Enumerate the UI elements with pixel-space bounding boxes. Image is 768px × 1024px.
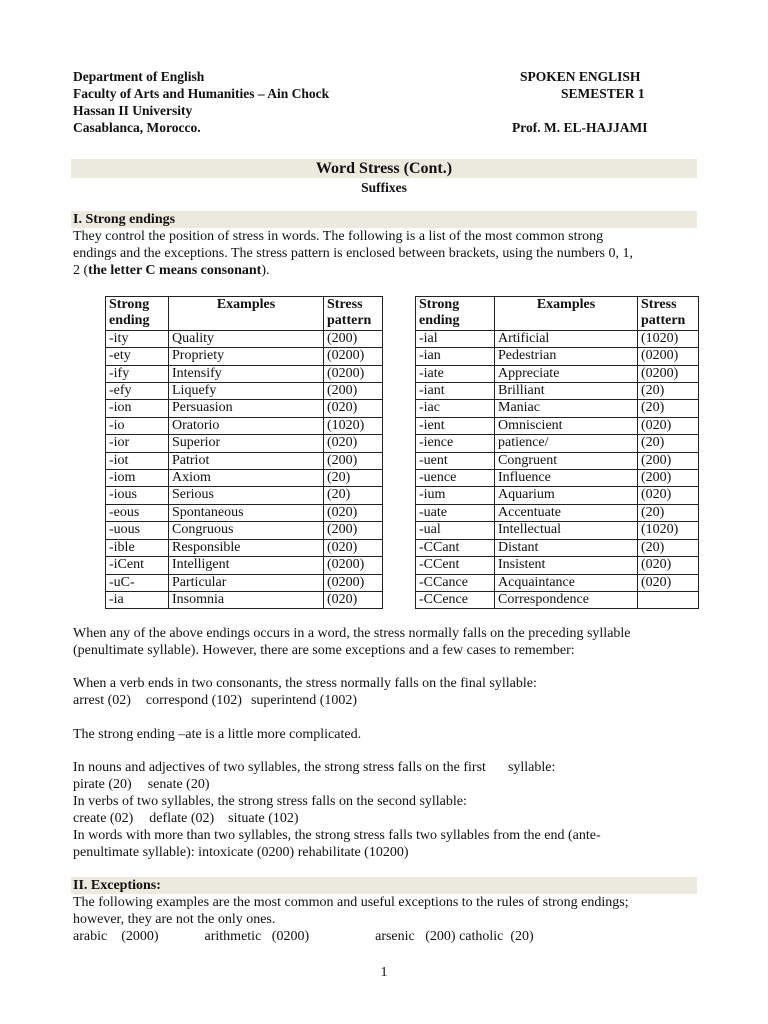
stress-pattern-cell: (0200) [638,365,699,382]
table-row [416,400,699,417]
example-cell: Omniscient [495,417,638,434]
header-faculty: Faculty of Arts and Humanities – Ain Chock [73,86,330,101]
example-cell: Particular [169,574,324,591]
ending-cell: -iot [106,452,169,469]
header-examples: Examples [495,297,638,331]
example-line: arabic (2000) arithmetic (0200) arsenic (200) catholic (20) [73,929,534,944]
stress-pattern-cell: (020) [638,574,699,591]
stress-pattern-cell: (20) [638,400,699,417]
paragraph-line: The following examples are the most common and useful exceptions to the rules of strong endings; [73,895,629,910]
stress-pattern-cell: (0200) [324,557,383,574]
table-row [416,522,699,539]
ending-cell: -ia [106,591,169,608]
table-row [106,400,383,417]
example-line: create (02) deflate (02) situate (102) [73,811,299,826]
table-row [416,330,699,347]
stress-pattern-cell: (020) [638,417,699,434]
stress-pattern-cell: (20) [638,539,699,556]
stress-pattern-cell: (200) [324,383,383,400]
stress-pattern-cell: (020) [638,557,699,574]
ending-cell: -ible [106,539,169,556]
stress-pattern-cell: (1020) [324,417,383,434]
example-cell: Acquaintance [495,574,638,591]
header-stress-pattern: Stress pattern [638,297,699,331]
example-cell: Accentuate [495,504,638,521]
paragraph-verb-consonants [73,675,697,709]
ending-cell: -io [106,417,169,434]
table-row [106,557,383,574]
example-cell: Insomnia [169,591,324,608]
stress-pattern-cell: (20) [324,487,383,504]
header-department: Department of English [73,69,205,84]
example-cell: Spontaneous [169,504,324,521]
ending-cell: -ior [106,435,169,452]
stress-pattern-cell: (20) [638,383,699,400]
stress-pattern-cell: (0200) [324,365,383,382]
ending-cell: -uent [416,452,495,469]
stress-pattern-cell: (200) [638,452,699,469]
header-course [512,68,648,136]
example-cell: Insistent [495,557,638,574]
example-cell: Patriot [169,452,324,469]
header-university: Hassan II University [73,103,193,118]
table-row [416,470,699,487]
example-cell: Oratorio [169,417,324,434]
stress-pattern-cell: (20) [324,470,383,487]
table-row [106,435,383,452]
ending-cell: -ian [416,348,495,365]
table-row [106,365,383,382]
ending-cell: -ion [106,400,169,417]
header-course-name: SPOKEN ENGLISH [520,69,641,84]
paragraph-ate-ending: The strong ending –ate is a little more complicated. [73,727,362,742]
paragraph-penultimate [73,625,697,659]
stress-pattern-cell: (020) [324,400,383,417]
ending-cell: -uous [106,522,169,539]
section-intro [73,228,697,279]
example-cell: Axiom [169,470,324,487]
stress-pattern-cell: (1020) [638,522,699,539]
stress-pattern-cell: (20) [638,504,699,521]
ending-cell: -iCent [106,557,169,574]
exceptions-intro [73,894,697,945]
stress-pattern-cell: (1020) [638,330,699,347]
example-cell: Superior [169,435,324,452]
stress-pattern-cell: (0200) [638,348,699,365]
stress-pattern-cell: (200) [638,470,699,487]
example-cell: Maniac [495,400,638,417]
table-row [106,504,383,521]
ending-cell: -ity [106,330,169,347]
ending-cell: -ify [106,365,169,382]
table-row [416,452,699,469]
ending-cell: -iac [416,400,495,417]
example-cell: Influence [495,470,638,487]
ending-cell: -iom [106,470,169,487]
table-row [106,522,383,539]
example-cell: Artificial [495,330,638,347]
table-row [106,591,383,608]
ending-cell: -ience [416,435,495,452]
header-blank [520,102,647,119]
section-title-exceptions: II. Exceptions: [73,878,161,893]
header-examples: Examples [169,297,324,331]
example-cell: Appreciate [495,365,638,382]
header-semester: SEMESTER 1 [561,86,645,101]
example-line: arrest (02) correspond (102) superintend (1002) [73,693,358,708]
ending-cell: -uence [416,470,495,487]
table-row [416,557,699,574]
example-cell: Quality [169,330,324,347]
table-row [416,348,699,365]
example-cell: Propriety [169,348,324,365]
table-row [106,574,383,591]
page-title: Word Stress (Cont.) [315,160,453,177]
paragraph-ate-rules [73,759,697,861]
ending-cell: -iate [416,365,495,382]
table-row [106,539,383,556]
paragraph-line: When any of the above endings occurs in a word, the stress normally falls on the preceding syllable [73,626,631,641]
stress-pattern-cell [638,591,699,608]
example-line: pirate (20) senate (20) [73,777,210,792]
ending-cell: -uC- [106,574,169,591]
ending-cell: -CCant [416,539,495,556]
header-stress-pattern: Stress pattern [324,297,383,331]
example-cell: Responsible [169,539,324,556]
header-city: Casablanca, Morocco. [73,120,201,135]
table-row [416,383,699,400]
table-row [416,487,699,504]
stress-pattern-cell: (200) [324,330,383,347]
stress-pattern-cell: (020) [324,591,383,608]
example-cell: Congruent [495,452,638,469]
intro-line-3-start: 2 ( [73,263,89,278]
table-row [106,417,383,434]
ending-cell: -iant [416,383,495,400]
table-row [106,470,383,487]
paragraph-line: penultimate syllable): intoxicate (0200) rehabilitate (10200) [73,845,409,860]
table-row [416,574,699,591]
stress-pattern-cell: (020) [324,539,383,556]
example-cell: Distant [495,539,638,556]
table-row [106,383,383,400]
paragraph-line: In nouns and adjectives of two syllables, the strong stress falls on the first syllable: [73,760,556,775]
ending-cell: -ety [106,348,169,365]
example-cell: Brilliant [495,383,638,400]
ending-cell: -ual [416,522,495,539]
paragraph-line: however, they are not the only ones. [73,912,276,927]
example-cell: Congruous [169,522,324,539]
example-cell: Pedestrian [495,348,638,365]
example-cell: Correspondence [495,591,638,608]
table-row [416,435,699,452]
header-professor: Prof. M. EL-HAJJAMI [512,120,648,135]
table-row [416,417,699,434]
table-row [106,348,383,365]
ending-cell: -ious [106,487,169,504]
example-cell: Serious [169,487,324,504]
ending-cell: -efy [106,383,169,400]
table-row [416,591,699,608]
intro-line-3-end: ). [261,263,270,278]
strong-endings-table-right [415,296,699,609]
section-title-strong-endings: I. Strong endings [73,212,176,227]
stress-pattern-cell: (20) [638,435,699,452]
example-cell: Persuasion [169,400,324,417]
example-cell: Intensify [169,365,324,382]
example-cell: Intellectual [495,522,638,539]
ending-cell: -ium [416,487,495,504]
stress-pattern-cell: (200) [324,522,383,539]
header-strong-ending: Strong ending [416,297,495,331]
stress-pattern-cell: (020) [324,435,383,452]
page-number: 1 [380,965,388,980]
intro-line-2: endings and the exceptions. The stress pattern is enclosed between brackets, using the numbers 0, 1, [73,246,633,261]
stress-pattern-cell: (0200) [324,348,383,365]
ending-cell: -uate [416,504,495,521]
table-row [416,539,699,556]
stress-pattern-cell: (020) [638,487,699,504]
table-header-row [106,297,383,331]
intro-line-3 [73,262,697,279]
stress-pattern-cell: (200) [324,452,383,469]
header-institution [73,68,329,136]
ending-cell: -ient [416,417,495,434]
example-cell: Liquefy [169,383,324,400]
page-subtitle: Suffixes [361,180,407,195]
ending-cell: -eous [106,504,169,521]
stress-pattern-cell: (0200) [324,574,383,591]
section-band-exceptions [71,877,697,894]
table-header-row [416,297,699,331]
example-cell: Intelligent [169,557,324,574]
intro-line-1: They control the position of stress in words. The following is a list of the most common strong [73,229,604,244]
intro-consonant-note: the letter C means consonant [88,263,262,278]
table-row [106,330,383,347]
paragraph-line: In verbs of two syllables, the strong stress falls on the second syllable: [73,794,467,809]
paragraph-line: In words with more than two syllables, the strong stress falls two syllables from the end (ante- [73,828,601,843]
ending-cell: -CCance [416,574,495,591]
strong-endings-table-left [105,296,383,609]
table-row [416,365,699,382]
ending-cell: -CCence [416,591,495,608]
paragraph-line: When a verb ends in two consonants, the stress normally falls on the final syllable: [73,676,537,691]
stress-pattern-cell: (020) [324,504,383,521]
table-row [416,504,699,521]
header-strong-ending: Strong ending [106,297,169,331]
paragraph-line: (penultimate syllable). However, there are some exceptions and a few cases to remember: [73,643,575,658]
ending-cell: -ial [416,330,495,347]
table-row [106,452,383,469]
example-cell: patience/ [495,435,638,452]
example-cell: Aquarium [495,487,638,504]
ending-cell: -CCent [416,557,495,574]
table-row [106,487,383,504]
